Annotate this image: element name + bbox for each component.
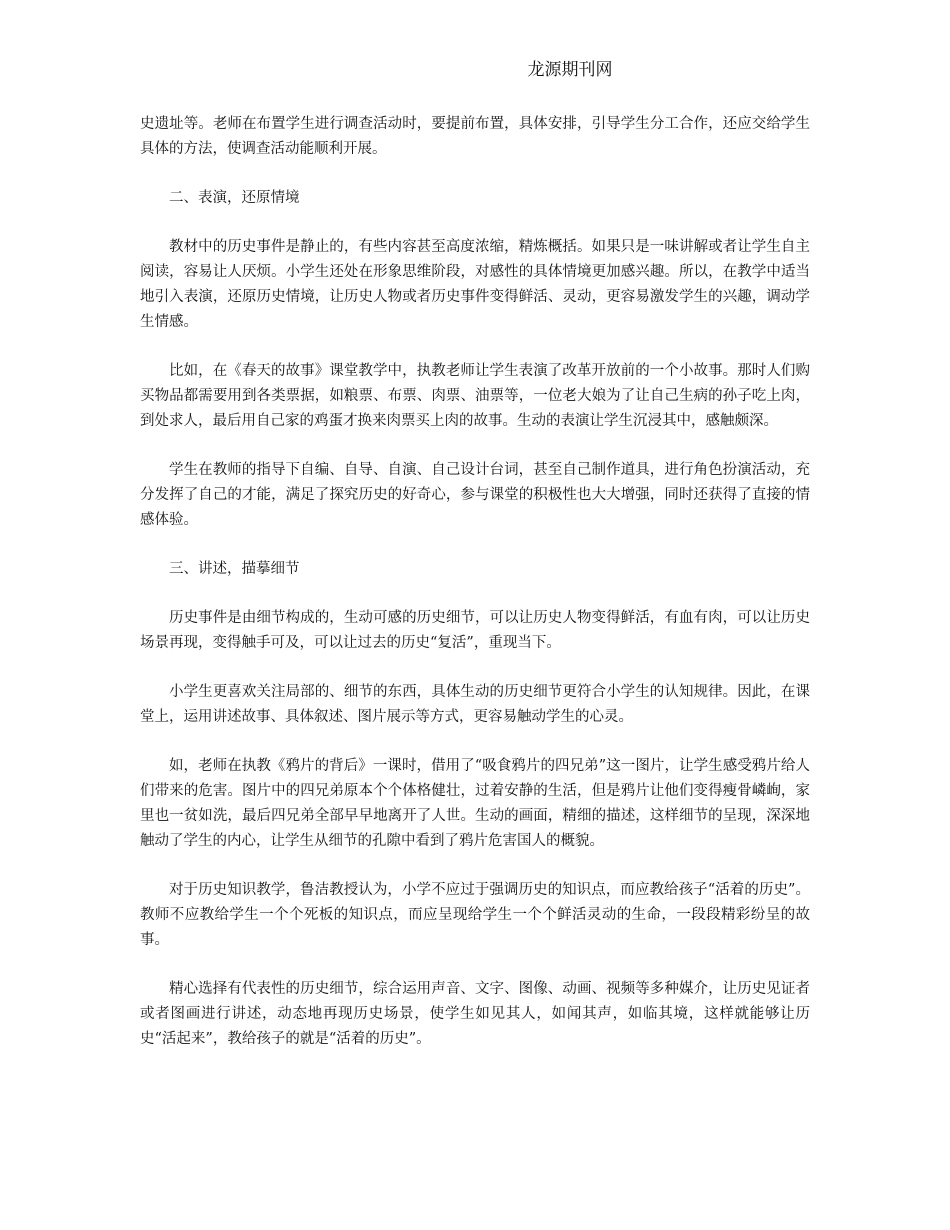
paragraph: 如，老师在执教《鸦片的背后》一课时，借用了“吸食鸦片的四兄弟”这一图片，让学生感受鸦片给人们带来的危害。图片中的四兄弟原本个个体格健壮，过着安静的生活，但是鸦片让他们变得瘦骨嶙峋，家里也一贫如洗，最后四兄弟全部早早地离开了人世。生动的画面，精细的描述，这样细节的呈现，深深地触动了学生的内心，让学生从细节的孔隙中看到了鸦片危害国人的概貌。 (140, 758, 810, 849)
site-header (0, 55, 950, 80)
article-body (140, 112, 810, 1076)
paragraph: 小学生更喜欢关注局部的、细节的东西，具体生动的历史细节更符合小学生的认知规律。因此，在课堂上，运用讲述故事、具体叙述、图片展示等方式，更容易触动学生的心灵。 (140, 684, 810, 725)
paragraph: 历史事件是由细节构成的，生动可感的历史细节，可以让历史人物变得鲜活，有血有肉，可以让历史场景再现，变得触手可及，可以让过去的历史“复活”，重现当下。 (140, 610, 810, 651)
paragraph: 教材中的历史事件是静止的，有些内容甚至高度浓缩，精炼概括。如果只是一味讲解或者让学生自主阅读，容易让人厌烦。小学生还处在形象思维阶段，对感性的具体情境更加感兴趣。所以，在教学中适当地引入表演，还原历史情境，让历史人物或者历史事件变得鲜活、灵动，更容易激发学生的兴趣，调动学生情感。 (140, 239, 810, 330)
section-heading: 三、讲述，描摹细节 (169, 561, 300, 577)
section-heading: 二、表演，还原情境 (169, 190, 300, 206)
paragraph: 比如，在《春天的故事》课堂教学中，执教老师让学生表演了改革开放前的一个小故事。那时人们购买物品都需要用到各类票据，如粮票、布票、肉票、油票等，一位老大娘为了让自己生病的孙子吃上肉，到处求人，最后用自己家的鸡蛋才换来肉票买上肉的故事。生动的表演让学生沉浸其中，感触颇深。 (140, 363, 810, 429)
paragraph: 精心选择有代表性的历史细节，综合运用声音、文字、图像、动画、视频等多种媒介，让历史见证者或者图画进行讲述，动态地再现历史场景，使学生如见其人，如闻其声，如临其境，这样就能够让历史“活起来”，教给孩子的就是“活着的历史”。 (140, 981, 810, 1047)
paragraph: 对于历史知识教学，鲁洁教授认为，小学不应过于强调历史的知识点，而应教给孩子“活着的历史”。教师不应教给学生一个个死板的知识点，而应呈现给学生一个个鲜活灵动的生命，一段段精彩纷呈的故事。 (140, 882, 810, 948)
site-name: 龙源期刊网 (527, 60, 613, 80)
paragraph: 学生在教师的指导下自编、自导、自演、自己设计台词，甚至自己制作道具，进行角色扮演活动，充分发挥了自己的才能，满足了探究历史的好奇心，参与课堂的积极性也大大增强，同时还获得了直接的情感体验。 (140, 462, 810, 528)
paragraph: 史遗址等。老师在布置学生进行调查活动时，要提前布置，具体安排，引导学生分工合作，还应交给学生具体的方法，使调查活动能顺利开展。 (140, 116, 810, 157)
